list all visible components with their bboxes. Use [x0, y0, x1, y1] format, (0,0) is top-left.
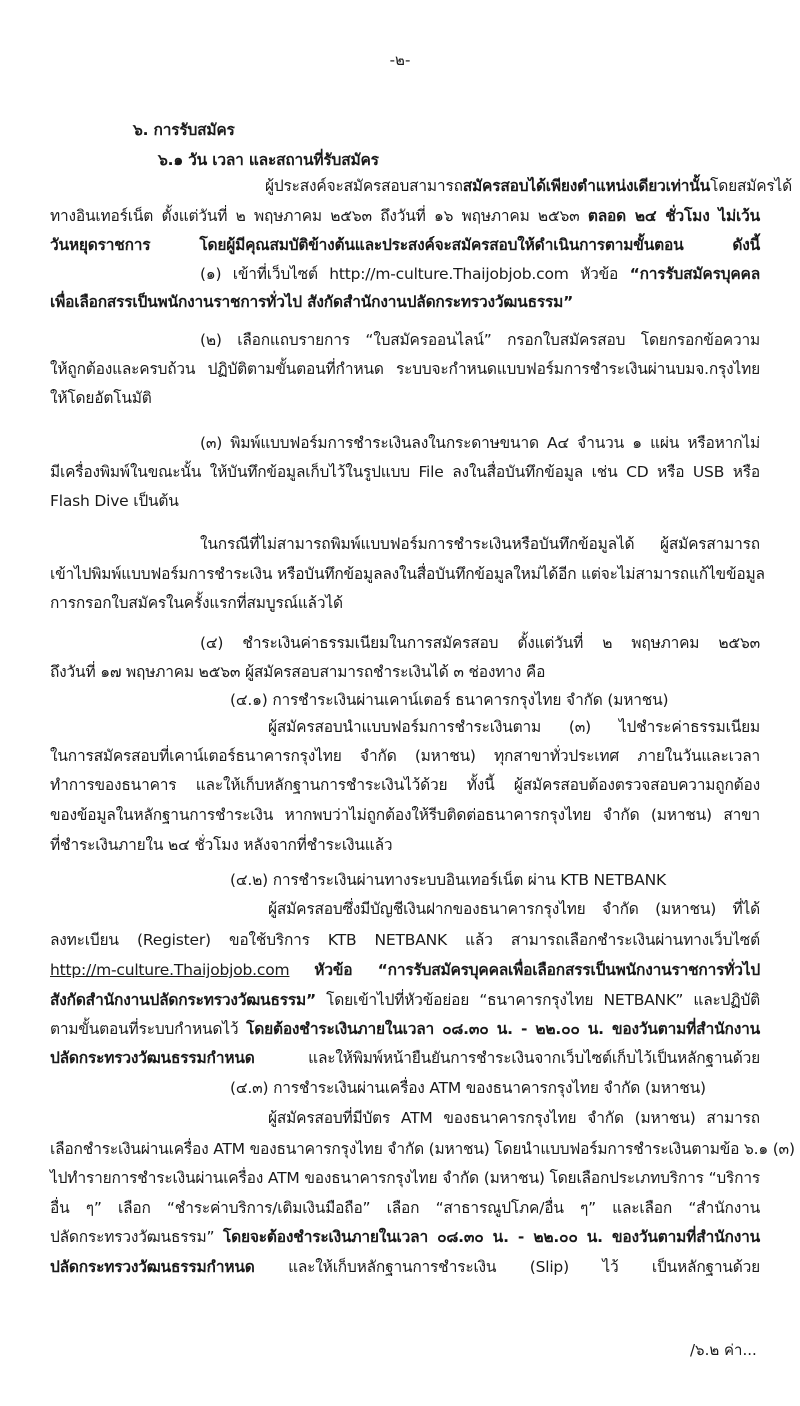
step42-title: (๔.๒) การชำระเงินผ่านทางระบบอินเทอร์เน็ต ผ่าน KTB NETBANK	[230, 871, 666, 889]
step41-title: (๔.๑) การชำระเงินผ่านเคาน์เตอร์ ธนาคารกรุงไทย จำกัด (มหาชน)	[230, 691, 669, 709]
step1-line1: (๑) เข้าที่เว็บไซต์ http://m-culture.Thaijobjob.com หัวข้อ “การรับสมัครบุคคล	[200, 265, 760, 283]
step41-line1: ผู้สมัครสอบนำแบบฟอร์มการชำระเงินตาม (๓) ไปชำระค่าธรรมเนียม	[268, 718, 760, 736]
section-heading: ๖. การรับสมัคร	[133, 121, 235, 139]
step3-line3: Flash Dive เป็นต้น	[50, 492, 179, 510]
website-link[interactable]: http://m-culture.Thaijobjob.com	[50, 961, 290, 979]
step41-line5: ที่ชำระเงินภายใน ๒๔ ชั่วโมง หลังจากที่ชำระเงินแล้ว	[50, 836, 393, 854]
step4-line2: ถึงวันที่ ๑๗ พฤษภาคม ๒๕๖๓ ผู้สมัครสอบสามารถชำระเงินได้ ๓ ช่องทาง คือ	[50, 663, 546, 681]
step42-line3: http://m-culture.Thaijobjob.com หัวข้อ “การรับสมัครบุคคลเพื่อเลือกสรรเป็นพนักงานราชการทั่วไป	[50, 961, 761, 979]
step1-line2: เพื่อเลือกสรรเป็นพนักงานราชการทั่วไป สังกัดสำนักงานปลัดกระทรวงวัฒนธรรม”	[50, 293, 574, 311]
step2-line3: ให้โดยอัตโนมัติ	[50, 389, 152, 407]
page-number: -๒-	[389, 51, 411, 69]
step42-line1: ผู้สมัครสอบซึ่งมีบัญชีเงินฝากของธนาคารกรุงไทย จำกัด (มหาชน) ที่ได้	[268, 900, 760, 918]
step42-line5: ตามขั้นตอนที่ระบบกำหนดไว้ โดยต้องชำระเงินภายในเวลา ๐๘.๓๐ น. - ๒๒.๐๐ น. ของวันตามที่สำนักงาน	[50, 1020, 760, 1038]
step43-line6: ปลัดกระทรวงวัฒนธรรมกำหนด และให้เก็บหลักฐานการชำระเงิน (Slip) ไว้ เป็นหลักฐานด้วย	[50, 1258, 761, 1276]
step43-title: (๔.๓) การชำระเงินผ่านเครื่อง ATM ของธนาคารกรุงไทย จำกัด (มหาชน)	[230, 1079, 706, 1097]
step4-line1: (๔) ชำระเงินค่าธรรมเนียมในการสมัครสอบ ตั้งแต่วันที่ ๒ พฤษภาคม ๒๕๖๓	[200, 634, 760, 652]
para1-line2: ทางอินเทอร์เน็ต ตั้งแต่วันที่ ๒ พฤษภาคม ๒๕๖๓ ถึงวันที่ ๑๖ พฤษภาคม ๒๕๖๓ ตลอด ๒๔ ชั่วโมง ไม่เว้น	[50, 207, 760, 225]
step42-line4: สังกัดสำนักงานปลัดกระทรวงวัฒนธรรม” โดยเข้าไปที่หัวข้อย่อย “ธนาคารกรุงไทย NETBANK” และปฏิบัติ	[50, 991, 760, 1009]
step42-line6: ปลัดกระทรวงวัฒนธรรมกำหนด และให้พิมพ์หน้ายืนยันการชำระเงินจากเว็บไซต์เก็บไว้เป็นหลักฐานด้วย	[50, 1049, 760, 1067]
step3-line2: มีเครื่องพิมพ์ในขณะนั้น ให้บันทึกข้อมูลเก็บไว้ในรูปแบบ File ลงในสื่อบันทึกข้อมูล เช่น CD หรือ USB หรือ	[50, 463, 760, 481]
step43-line3: ไปทำรายการชำระเงินผ่านเครื่อง ATM ของธนาคารกรุงไทย จำกัด (มหาชน) โดยเลือกประเภทบริการ “บริการ	[50, 1169, 760, 1187]
step42-line2: ลงทะเบียน (Register) ขอใช้บริการ KTB NETBANK แล้ว สามารถเลือกชำระเงินผ่านทางเว็บไซต์	[50, 931, 760, 949]
step43-line1: ผู้สมัครสอบที่มีบัตร ATM ของธนาคารกรุงไทย จำกัด (มหาชน) สามารถ	[268, 1109, 760, 1127]
step3b-line3: การกรอกใบสมัครในครั้งแรกที่สมบูรณ์แล้วได้	[50, 594, 343, 612]
step41-line3: ทำการของธนาคาร และให้เก็บหลักฐานการชำระเงินไว้ด้วย ทั้งนี้ ผู้สมัครสอบต้องตรวจสอบความถูกต้อง	[50, 776, 760, 794]
continuation-footer: /๖.๒ ค่า...	[690, 1341, 757, 1359]
step43-line2: เลือกชำระเงินผ่านเครื่อง ATM ของธนาคารกรุงไทย จำกัด (มหาชน) โดยนำแบบฟอร์มการชำระเงินตามข้อ ๖.๑ (๓)	[50, 1140, 795, 1158]
step3b-line1: ในกรณีที่ไม่สามารถพิมพ์แบบฟอร์มการชำระเงินหรือบันทึกข้อมูลได้ ผู้สมัครสามารถ	[200, 535, 760, 553]
para1-line1: ผู้ประสงค์จะสมัครสอบสามารถสมัครสอบได้เพียงตำแหน่งเดียวเท่านั้นโดยสมัครได้	[265, 177, 792, 195]
step41-line2: ในการสมัครสอบที่เคาน์เตอร์ธนาคารกรุงไทย จำกัด (มหาชน) ทุกสาขาทั่วประเทศ ภายในวันและเวลา	[50, 747, 760, 765]
step2-line1: (๒) เลือกแถบรายการ “ใบสมัครออนไลน์” กรอกใบสมัครสอบ โดยกรอกข้อความ	[200, 331, 760, 349]
step43-line5: ปลัดกระทรวงวัฒนธรรม” โดยจะต้องชำระเงินภายในเวลา ๐๘.๓๐ น. - ๒๒.๐๐ น. ของวันตามที่สำนักงาน	[50, 1228, 761, 1246]
subsection-heading: ๖.๑ วัน เวลา และสถานที่รับสมัคร	[158, 151, 379, 169]
step41-line4: ของข้อมูลในหลักฐานการชำระเงิน หากพบว่าไม่ถูกต้องให้รีบติดต่อธนาคารกรุงไทย จำกัด (มหาชน) สาขา	[50, 806, 760, 824]
step3b-line2: เข้าไปพิมพ์แบบฟอร์มการชำระเงิน หรือบันทึกข้อมูลลงในสื่อบันทึกข้อมูลใหม่ได้อีก แต่จะไม่สามารถแก้ไขข้อมูล	[50, 565, 765, 583]
step43-line4: อื่น ๆ” เลือก “ชำระค่าบริการ/เติมเงินมือถือ” เลือก “สาธารณูปโภค/อื่น ๆ” และเลือก “สำนักงาน	[50, 1199, 760, 1217]
step3-line1: (๓) พิมพ์แบบฟอร์มการชำระเงินลงในกระดาษขนาด A๔ จำนวน ๑ แผ่น หรือหากไม่	[200, 434, 760, 452]
step2-line2: ให้ถูกต้องและครบถ้วน ปฏิบัติตามขั้นตอนที่กำหนด ระบบจะกำหนดแบบฟอร์มการชำระเงินผ่านบมจ.กรุงไทย	[50, 360, 760, 378]
para1-line3: วันหยุดราชการ โดยผู้มีคุณสมบัติข้างต้นและประสงค์จะสมัครสอบให้ดำเนินการตามขั้นตอน ดังนี้	[50, 236, 760, 254]
